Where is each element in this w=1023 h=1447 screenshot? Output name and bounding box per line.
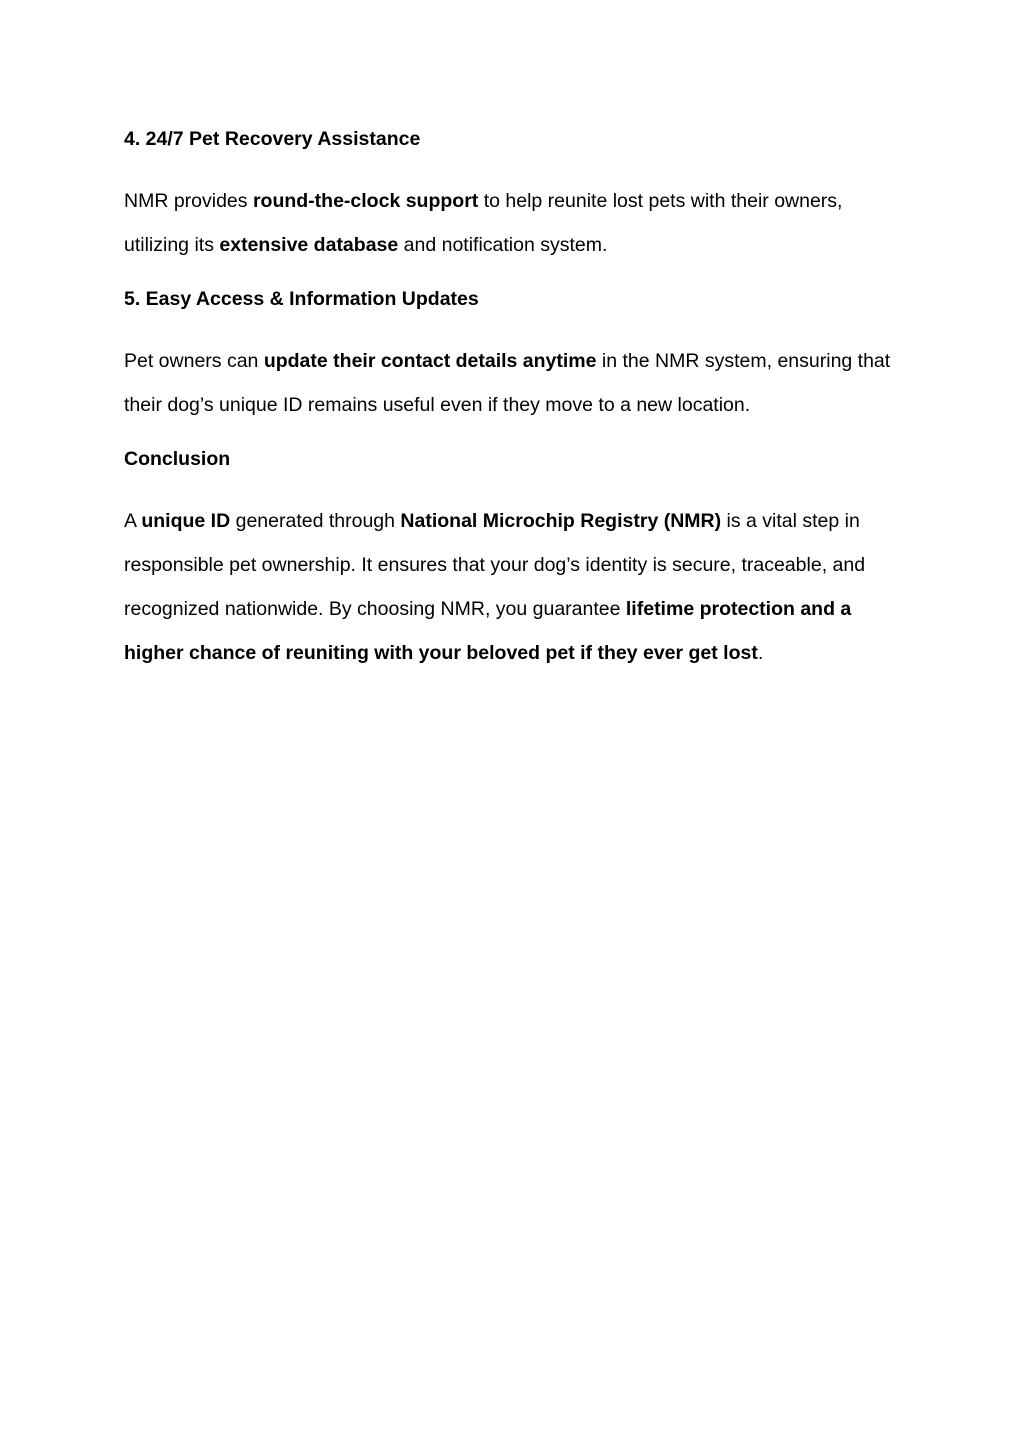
section-heading-pet-recovery: 4. 24/7 Pet Recovery Assistance bbox=[124, 128, 421, 150]
section-paragraph-conclusion bbox=[124, 499, 904, 675]
text-run: is a vital step in responsible pet ownership. It ensures that your dog’s identity is secure, traceable, and recognized nationwide. By choosing NMR, you guarantee bbox=[124, 510, 866, 620]
bold-text-run: update their contact details anytime bbox=[263, 350, 597, 372]
text-run: NMR provides bbox=[124, 190, 253, 212]
section-heading-easy-access: 5. Easy Access & Information Updates bbox=[124, 288, 479, 310]
text-run: . bbox=[757, 642, 764, 664]
bold-text-run: National Microchip Registry (NMR) bbox=[400, 510, 722, 532]
bold-text-run: lifetime protection and a higher chance of reuniting with your beloved pet if they ever get lost bbox=[124, 598, 852, 664]
text-run: in the NMR system, ensuring that their dog’s unique ID remains useful even if they move to a new location. bbox=[124, 350, 891, 416]
text-run: and notification system. bbox=[398, 234, 608, 256]
bold-text-run: unique ID bbox=[141, 510, 231, 532]
text-run: A bbox=[124, 510, 142, 532]
document-page bbox=[124, 121, 904, 689]
bold-text-run: extensive database bbox=[219, 234, 399, 256]
section-paragraph-easy-access bbox=[124, 339, 904, 427]
text-run: Pet owners can bbox=[124, 350, 264, 372]
section-heading-conclusion: Conclusion bbox=[124, 448, 231, 470]
text-run: to help reunite lost pets with their owners, utilizing its bbox=[124, 190, 843, 256]
section-paragraph-pet-recovery bbox=[124, 179, 904, 267]
bold-text-run: round-the-clock support bbox=[252, 190, 479, 212]
text-run: generated through bbox=[230, 510, 401, 532]
